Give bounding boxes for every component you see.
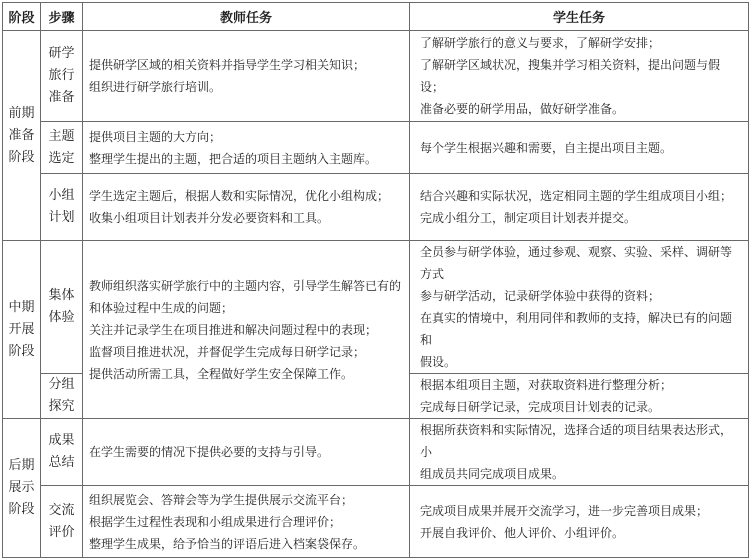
teacher-task-cell: 提供研学区域的相关资料并指导学生学习相关知识； 组织进行研学旅行培训。 <box>83 31 410 122</box>
step-cell-exchange-evaluation: 交流 评价 <box>41 486 83 558</box>
student-task-cell: 根据本组项目主题，对获取资料进行整理分析； 完成每日研学记录，完成项目计划表的记录。 <box>410 374 749 419</box>
student-task-cell: 根据所获资料和实际情况，选择合适的项目结果表达形式，小 组成员共同完成项目成果。 <box>410 419 749 486</box>
step-cell-group-experience: 集体 体验 <box>41 241 83 374</box>
table-row <box>3 122 749 174</box>
header-student-task: 学生任务 <box>410 3 749 31</box>
table-row <box>3 419 749 486</box>
stage-cell-mid: 中期 开展 阶段 <box>3 241 41 419</box>
table-row <box>3 31 749 122</box>
table-wrapper <box>2 2 748 558</box>
step-cell-result-summary: 成果 总结 <box>41 419 83 486</box>
step-cell-group-inquiry: 分组 探究 <box>41 374 83 419</box>
header-stage: 阶段 <box>3 3 41 31</box>
header-row <box>3 3 749 31</box>
step-cell-trip-prep: 研学 旅行 准备 <box>41 31 83 122</box>
teacher-task-cell: 在学生需要的情况下提供必要的支持与引导。 <box>83 419 410 486</box>
teacher-task-cell: 教师组织落实研学旅行中的主题内容，引导学生解答已有的 和体验过程中生成的问题； 关注并记录学生在项目推进和解决问题过程中的表现； 监督项目推进状况，并督促学生完成每日研学记录； 提供活动所需工具，全程做好学生安全保障工作。 <box>83 241 410 419</box>
header-step: 步骤 <box>41 3 83 31</box>
student-task-cell: 每个学生根据兴趣和需要，自主提出项目主题。 <box>410 122 749 174</box>
step-cell-topic-select: 主题 选定 <box>41 122 83 174</box>
student-task-cell: 了解研学旅行的意义与要求，了解研学安排； 了解研学区域状况，搜集并学习相关资料，提出问题与假设； 准备必要的研学用品，做好研学准备。 <box>410 31 749 122</box>
teacher-task-cell: 学生选定主题后，根据人数和实际情况，优化小组构成； 收集小组项目计划表并分发必要资料和工具。 <box>83 174 410 241</box>
step-cell-group-plan: 小组 计划 <box>41 174 83 241</box>
teacher-task-cell: 组织展览会、答辩会等为学生提供展示交流平台； 根据学生过程性表现和小组成果进行合理评价； 整理学生成果，给予恰当的评语后进入档案袋保存。 <box>83 486 410 558</box>
header-teacher-task: 教师任务 <box>83 3 410 31</box>
student-task-cell: 完成项目成果并展开交流学习，进一步完善项目成果； 开展自我评价、他人评价、小组评价。 <box>410 486 749 558</box>
stage-cell-early: 前期 准备 阶段 <box>3 31 41 241</box>
student-task-cell: 结合兴趣和实际状况，选定相同主题的学生组成项目小组； 完成小组分工，制定项目计划表并提交。 <box>410 174 749 241</box>
table-row <box>3 486 749 558</box>
table-row <box>3 241 749 374</box>
task-table <box>2 2 749 558</box>
table-row <box>3 174 749 241</box>
teacher-task-cell: 提供项目主题的大方向； 整理学生提出的主题，把合适的项目主题纳入主题库。 <box>83 122 410 174</box>
student-task-cell: 全员参与研学体验，通过参观、观察、实验、采样、调研等方式 参与研学活动，记录研学体验中获得的资料； 在真实的情境中，利用同伴和教师的支持，解决已有的问题和 假设。 <box>410 241 749 374</box>
stage-cell-late: 后期 展示 阶段 <box>3 419 41 558</box>
